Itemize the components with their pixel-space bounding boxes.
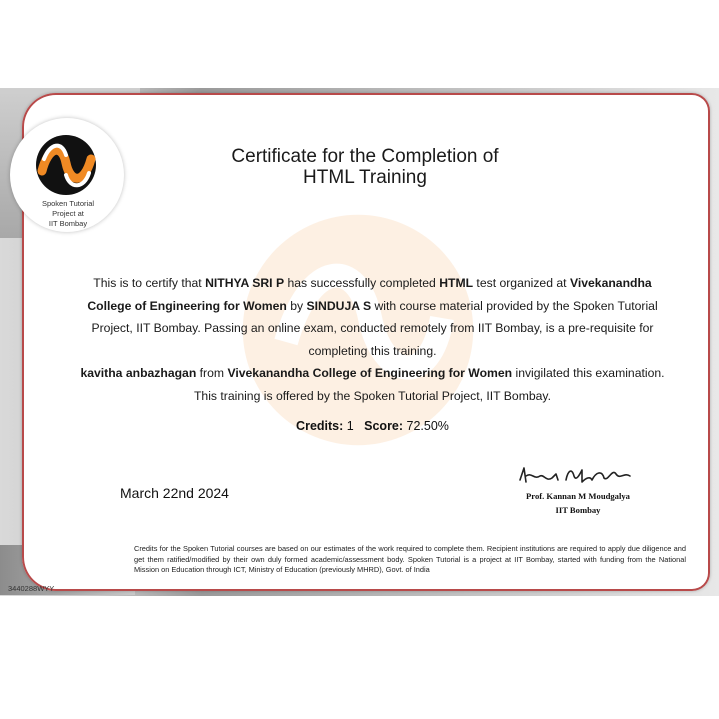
body-text-6: from: [196, 366, 228, 380]
certificate-title: [150, 146, 580, 188]
signatory-name: Prof. Kannan M Moudgalya: [526, 491, 630, 501]
student-name: NITHYA SRI P: [205, 276, 285, 290]
credits-value: 1: [346, 419, 354, 433]
course-name: HTML: [439, 276, 474, 290]
coordinator-name: SINDUJA S: [306, 298, 372, 313]
score-label: Score:: [364, 419, 404, 433]
credits-label: Credits:: [296, 419, 344, 433]
logo-line-3: IIT Bombay: [48, 219, 88, 228]
body-text-1: This is to certify that: [93, 276, 206, 290]
title-line-2: HTML Training: [303, 167, 427, 188]
footer-note: Credits for the Spoken Tutorial courses are based on our estimates of the work required to complete them. Recipient institutions are required to apply due diligence and get them ratified/modified by their own duly formed academic/assessment body. Spoken Tutorial is a project at IIT Bombay, started with funding from the National Mission on Education through ICT, Ministry of Education (previously MHRD), Govt. of India: [134, 544, 686, 574]
body-text-5: with course material provided by the Spoken Tutorial Project, IIT Bombay. Passing an online exam, conducted remotely from IIT Bombay, is a pre-requisite for completing this training.: [91, 298, 658, 358]
invigilator-name: kavitha anbazhagan: [80, 366, 197, 380]
body-text-2: has successfully completed: [284, 276, 440, 290]
certificate-id: 3440288WYY: [8, 584, 55, 593]
logo-line-1: Spoken Tutorial: [41, 199, 95, 208]
invigilator-college: Vivekanandha College of Engineering for Women: [227, 366, 513, 380]
signatory: [504, 489, 652, 517]
title-line-1: Certificate for the Completion of: [231, 146, 499, 167]
college-name: Vivekanandha College of Engineering for Women: [87, 276, 652, 313]
body-text-3: test organized at: [473, 276, 570, 290]
spoken-tutorial-logo-icon: [34, 133, 98, 197]
logo-line-2: Project at: [52, 209, 84, 218]
signature-icon: [516, 458, 636, 490]
credits-score: [200, 419, 545, 433]
issue-date: March 22nd 2024: [120, 485, 229, 501]
body-text-4: by: [286, 298, 307, 313]
body-text-7: invigilated this examination. This training is offered by the Spoken Tutorial Project, IIT Bombay.: [193, 366, 665, 403]
signatory-institution: IIT Bombay: [555, 505, 601, 515]
logo-caption: [22, 199, 114, 229]
certificate-body: [70, 272, 675, 407]
score-value: 72.50%: [406, 419, 449, 433]
